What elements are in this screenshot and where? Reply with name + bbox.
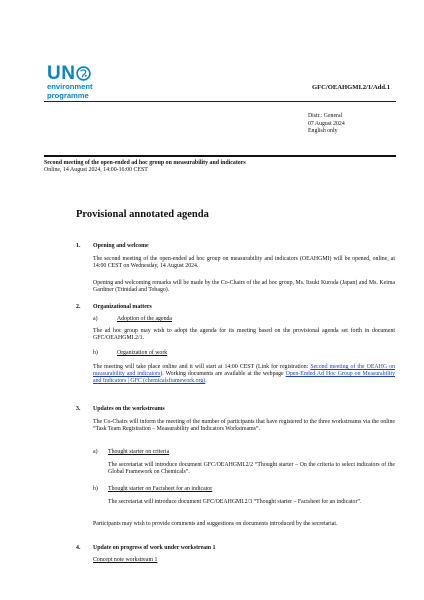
distribution-label: Distr.: General bbox=[308, 113, 343, 119]
item-1-number: 1. bbox=[76, 243, 81, 249]
item-2-number: 2. bbox=[76, 304, 81, 310]
item-4-title: Update on progress of work under workstream 1 bbox=[93, 545, 216, 551]
unep-logo bbox=[47, 64, 107, 106]
item-3b-text: The secretariat will introduce document GFC/OEAHGMI.2/3 “Thought starter – Factsheet for an indicator”. bbox=[108, 499, 362, 505]
item-2b-text-part-2: ). Working documents are available at the webpage bbox=[160, 371, 286, 378]
item-3b-title: Thought starter on Factsheet for an indicator bbox=[108, 486, 213, 492]
item-2a-label: a) bbox=[93, 316, 98, 322]
item-3a-title: Thought starter on criteria bbox=[108, 449, 170, 455]
item-4-subheading: Concept note workstream 1 bbox=[93, 557, 158, 563]
item-2b-text-part-1: The meeting will take place online and it will start at 14:00 CEST (Link for registration: bbox=[93, 364, 311, 370]
logo-un-text: UN bbox=[47, 63, 76, 84]
meeting-divider bbox=[44, 155, 396, 157]
item-3-number: 3. bbox=[76, 406, 81, 412]
item-2a-title: Adoption of the agenda bbox=[117, 316, 173, 322]
document-symbol: GFC/OEAHGMI.2/1/Add.1 bbox=[311, 84, 390, 91]
item-3a-label: a) bbox=[93, 449, 98, 455]
item-2a-text: The ad hoc group may wish to adopt the agenda for its meeting based on the provisional agenda set forth in document GFC/OEAHGMI.2/1. bbox=[93, 328, 395, 342]
language-note: English only bbox=[308, 128, 338, 135]
registration-link[interactable]: Second meeting of the OEAHG on measurability and indicators bbox=[93, 364, 395, 378]
meeting-title: Second meeting of the open-ended ad hoc group on measurability and indicators bbox=[44, 160, 246, 166]
meeting-details: Online, 14 August 2024, 14:00-16:00 CEST bbox=[44, 167, 148, 174]
item-4-number: 4. bbox=[76, 545, 81, 551]
webpage-link[interactable]: Open-Ended Ad Hoc Group on Measurability and Indicators | GFC (chemicalsframework.org) bbox=[93, 371, 395, 385]
item-2b-text bbox=[93, 364, 395, 386]
distribution-block bbox=[308, 113, 345, 136]
item-2b-label: b) bbox=[93, 350, 98, 356]
item-3b-label: b) bbox=[93, 486, 98, 492]
item-3a-text: The secretariat will introduce document GFC/OEAHGMI.2/2 “Thought starter – On the criteria to select indicators of the Global Framework on Chemicals”. bbox=[108, 462, 395, 476]
logo-programme: programme bbox=[47, 90, 89, 100]
item-1-paragraph-1: The second meeting of the open-ended ad hoc group on measurability and indicators (OEAHGMI) will be opened, online, at 14:00 CEST on Wednesday, 14 August 2024. bbox=[93, 256, 395, 270]
item-2-title: Organizational matters bbox=[93, 304, 152, 310]
item-3-title: Updates on the workstreams bbox=[93, 406, 165, 412]
page-title: Provisional annotated agenda bbox=[76, 209, 209, 220]
item-1-title: Opening and welcome bbox=[93, 243, 149, 249]
logo-environment: environment bbox=[47, 82, 93, 91]
document-date: 07 August 2024 bbox=[308, 120, 345, 127]
header-divider bbox=[44, 101, 396, 102]
item-2b-text-part-3: . bbox=[205, 378, 207, 385]
item-1-paragraph-2: Opening and welcoming remarks will be made by the Co-Chairs of the ad hoc group, Ms. Itsuki Kuroda (Japan) and Ms. Keima Gardiner (Trinidad and Tobago). bbox=[93, 280, 395, 294]
item-3-closing: Participants may wish to provide comments and suggestions on documents introduced by the secretariat. bbox=[93, 521, 338, 527]
item-3-intro: The Co-Chairs will inform the meeting of the number of participants that have registered to the three workstreams via the online “Task Team Registration – Measurability and Indicators Workstreams”. bbox=[93, 419, 395, 433]
item-2b-title: Organization of work bbox=[117, 350, 168, 356]
globe-icon bbox=[76, 66, 91, 81]
meeting-block bbox=[44, 160, 284, 175]
